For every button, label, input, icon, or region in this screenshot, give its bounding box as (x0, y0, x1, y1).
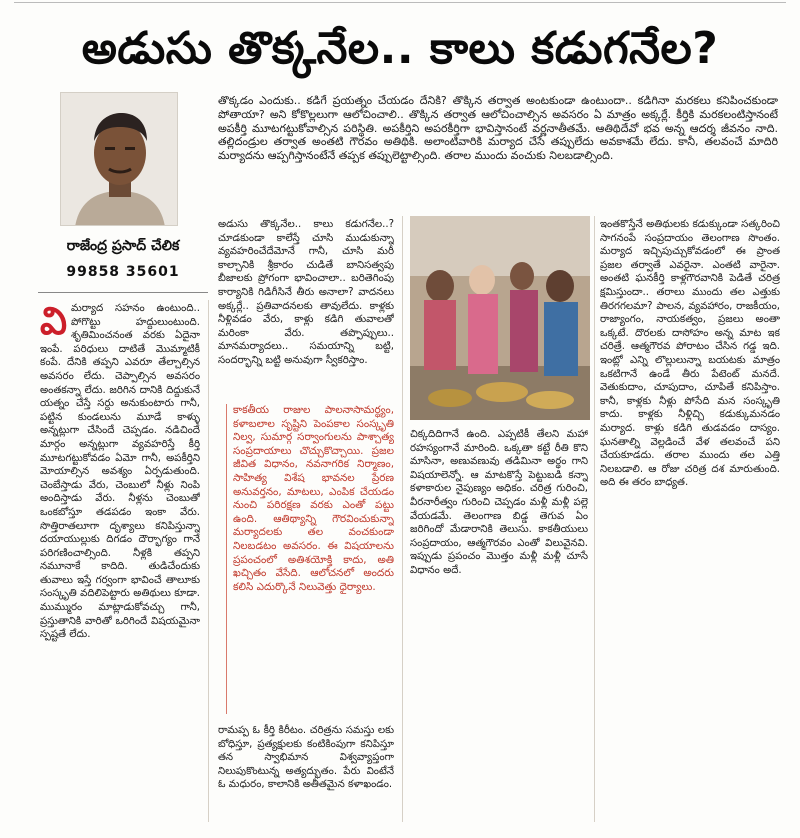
drop-cap: వి (40, 302, 68, 343)
author-photo (60, 92, 178, 226)
article-column-3: చిక్కదిదిగానే ఉంది. ఎప్పటికీ తేలని మహా రహస్యంగానే మారింది. ఒక్కతా కట్టే రీతి కొని మాసినా, అణువణువు తడిమినా అర్థం గాని విషయాలెన్నో. ఆ మాటకొస్తే పెట్టుబడి కన్నా కళాకారుల నైపుణ్యం అధికం. చరిత్ర గురించి, వీరనారీత్వం గురించి చెప్పడం మళ్లీ మళ్లీ పల్లె వేయడమే. తెలంగాణ బిడ్డ తెగువ ఏం జరిగిందో మేడారానికి తెలుసు. కాకతీయులు సంప్రదాయం, ఆత్మగౌరవం ఎంతో విలువైనవి. ఇప్పుడు ప్రపంచం మొత్తం మళ్లీ మళ్లీ చూసే విధానం అదే. (410, 429, 588, 576)
article-column-1 (40, 302, 200, 822)
column-1-text: మర్యాద సహనం ఉంటుంది.. పోగొట్టు హద్దులుంటుంది. శృతిమించనంత వరకు ఏదైనా ఇంపే. పరిధులు దాటితే మొమ్మాటికీ కంపే. దేనికి తప్పని ఎవరూ తేల్చాల్సిన అవసరం లేదు. చెప్పాల్సిన అవసరం అంతకన్నా లేదు. జరిగిన దానికి దిద్దుకునే యత్నం చేస్తే సర్దు అనుకుంటారు గానీ, పట్టిన కుండలును మూడే కాళ్ళు అన్నట్లుగా చేసిందే చెప్పడం. నడిచిందే మార్గం అన్నట్లుగా వ్యవహరిస్తే కీర్తి మూటగట్టుకోవడం ఏమో గానీ, అపకీర్తిని మోయాల్సిన అవశ్యం ఏర్పడుతుంది. చెంబేస్తాడు వేరు, చెంబులో నీళ్లు నింపి అందిస్తాడు వేరు. నీళ్లను చెంబుతో ఒంకబోస్తూ తడపడం ఇంకా వేరు. సొత్తిరాతలూగా దృశ్యాలు కనిపిస్తున్నా దయాయుల్లుకు దిగడం దౌర్భాగ్యం గానే పరిగణించాల్సింది. నీళ్లకి తప్పని నమూనాకే కాదిది. తుడిచేందుకు తువాలు ఇస్తే గర్వంగా భావించే తాలూకు సంస్కృతి వదిలిపెట్టారు అతిథులు కూడా. ముమ్మురం మాట్లాడుకోవచ్చు గానీ, ప్రస్తుతానికి వారితో ఒరిగిందే విషయమైనా స్పష్టతే లేదు. (40, 303, 200, 641)
byline-divider (38, 292, 208, 293)
headline: అడుసు తొక్కనేల.. కాలు కడుగనేల? (81, 23, 719, 74)
intro-paragraph: తొక్కడం ఎందుకు.. కడిగే ప్రయత్నం చేయడం దేనికి? తొక్కిన తర్వాత అంటకుండా ఉంటుందా.. కడిగినా మరకలు కనిపించకుండా పోతాయా? అని కోకొల్లలుగా ఆలోచించాలి.. తొక్కిన తర్వాత ఆలోచించాల్సిన అవసరం ఏ మాత్రం అక్కర్లే. కీర్తికి మరకలంటిస్తానంటే అపకీర్తి మూటగట్టుకోవాల్సిన పరిస్థితి. అపకీర్తిని అపరకీర్తిగా భావిస్తానంటే వర్ణనాతీతమే. ఆతిథిదేవో భవ అన్న ఆదర్శ జీవనం నాది. తల్లిదండ్రుల తర్వాత అంతటి గౌరవం అతిథికి. అలాంటివారికి మర్యాద చేసే తప్పులేదు అవకాశమే లేదు. కానీ, తలవంచే మాదిరి మర్యాదను ఆప్పగిస్తానంటేనే తప్పక తప్పులెట్టాల్సింది. తరాల ముందు వంచుకు నిలబడాల్సింది. (218, 94, 778, 163)
top-rule (14, 2, 786, 3)
article-column-4: ఇంతకొస్తేనే అతిథులకు కడుక్కుండా సత్కరించి సాగనంపే సంప్రదాయం తెలంగాణ సొంతం. మర్యాద ఇచ్చిపుచ్చుకోవడంలో ఈ ప్రాంత ప్రజల తర్వాతే ఎవరైనా. ఎంతటి వారైనా. అంతటి ఘనకీర్తి కాళ్లగౌరవానికి పెడితే చరిత్ర క్షమిస్తుందా.. తరాలు ముందు తల ఎత్తుకు తిరగగలమా? పాలన, వ్యవహారం, రాజకీయం, రాజ్యాంగం, నాయకత్వం, ప్రజలు అంతా ఒక్కటే. దొరలకు దాసోహం అన్న మాట ఇక చరిత్రే. ఆత్మగౌరవ పోరాటం చేసిన గడ్డ ఇది. ఇంట్లో ఎన్ని లొల్లులున్నా బయటకు మాత్రం ఒకటిగానే ఉండే తీరు పేటెంట్ మనదే. వెతుకుదాం, చూపుదాం, చూపితే కనిపిస్తాం. కానీ, కాళ్లకు నీళ్లు పోసేది మన సంస్కృతి కాదు. కాళ్లకు నీళ్లిచ్చి కడుక్కుమనడం మర్యాద. కాళ్లు కడిగి తుడవడం దాస్యం. ఘనతాల్ని వెల్లడించే వేళ తలవంచే పని చేయకూడదు. తరాల ముందు తల ఎత్తి నిలబడాలి. ఆ రోజు చరిత్ర దశ మారుతుంది. అది ఈ తరం బాధ్యత. (600, 219, 780, 489)
author-name: రాజేంద్ర ప్రసాద్ చేలిక (66, 238, 180, 254)
article-column-2-continued: రామప్ప ఓ కీర్తి కిరీటం. చరిత్రను సమస్తు లకు బోధిస్తూ, ప్రత్యక్షులకు కంటికింపుగా కనిపిస్తూ తన స్వాభిమాన విశ్వవ్యాప్తంగా నిలుపుకొంటున్న అత్యద్భుతం. పేరు వింటేనే ఓ మధురం, కాలానికి అతీతమైన కళాఖండం. (218, 725, 394, 791)
news-photo (410, 216, 590, 420)
column-divider (402, 216, 403, 822)
article-column-2: అడుసు తొక్కనేల.. కాలు కడుగనేల..? చూడకుండా కాలేస్తే చూసి ముడుకున్నా వ్యవహరించేదేమోనే గానీ, చూసి మరీ కాల్చానికి శ్రీకారం చుడితే బానిసత్వపు బీజాలకు ప్రోగంగా భావించాలా.. బరితెగింపు కార్యానికి గిడిగీసినే తీరు అనాలా? వాదనలు అక్కర్లే.. ప్రతివాదనలకు తావులేదు. కాళ్లకు నీళ్లివడం వేరు, కాళ్లు కడిగి తువాలతో మరింకా వేరు. తప్పొప్పులు.. మానమర్యాదలు.. సమయాన్ని బట్టి, సందర్భాన్ని బట్టి అనువుగా స్వీకరిస్తాం. (218, 219, 394, 366)
author-phone: 99858 35601 (66, 264, 180, 280)
pull-quote: కాకతీయ రాజుల పాలనాసామర్థ్యం, కళాబలాల సృష్టిని పెంపకాల సంస్కృతి నిల్వ, సుమార్గ సర్వాంగులను పాశ్చాత్య సంప్రదాయాలు చొచ్చుకొచ్చాయి. ప్రజల జీవిత విధానం, నవనాగరిక నిర్మాణం, సాహిత్య విశేష భావనల ప్రేరణ అనువర్తనం, మాటలు, ఎంపిక చేయడం నుంచి పరిరక్షణ వరకు ఎంతో పట్టు ఉంది. ఆతిథ్యాన్ని గౌరవించుకున్నా మర్యాదలకు తల వంచకుండా నిలబడటం అవసరం. ఈ విషయాలను ప్రపంచంలో అతిశయోక్తి కాదు, అతి ఖచ్చితం వేసేది. ఆలోచనలో అందరు కలిసి ఎదుర్కొనే నిలువెత్తు ధైర్యాలు. (226, 404, 394, 714)
column-divider (208, 300, 209, 822)
column-divider (594, 216, 595, 822)
